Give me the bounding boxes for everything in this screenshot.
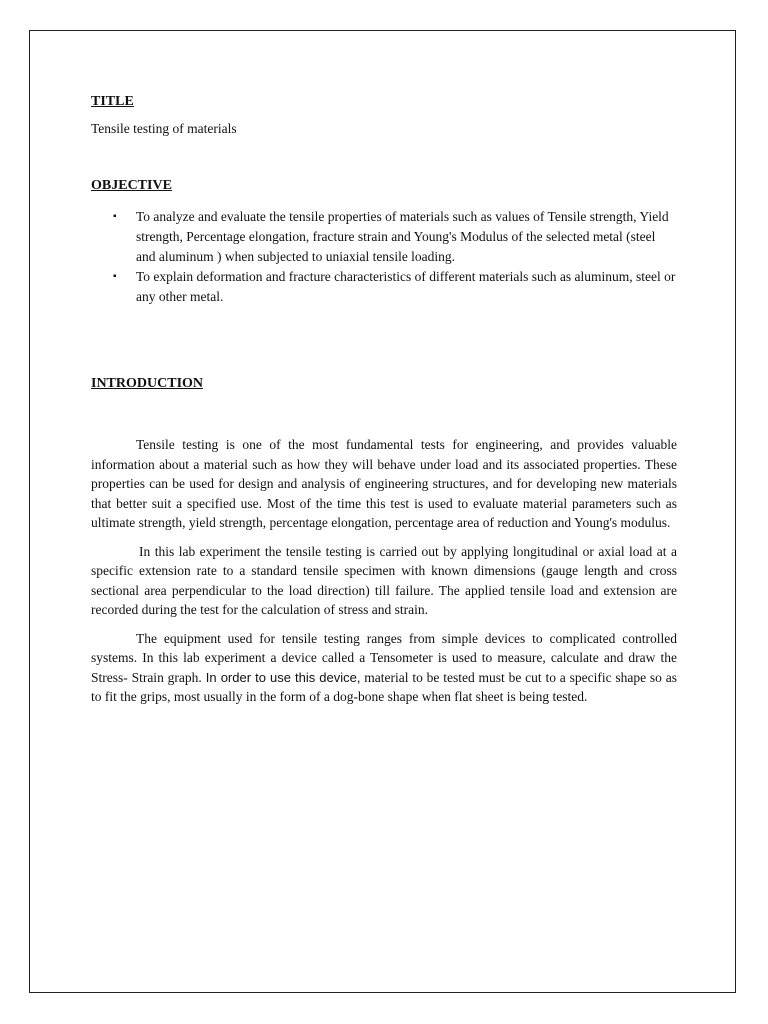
title-heading: TITLE bbox=[91, 94, 134, 109]
document-body bbox=[91, 93, 677, 707]
objective-list bbox=[91, 207, 677, 307]
title-text: Tensile testing of materials bbox=[91, 121, 237, 136]
objective-item bbox=[91, 207, 677, 267]
square-bullet-icon: ▪ bbox=[113, 211, 117, 222]
introduction-paragraph-3 bbox=[91, 629, 677, 707]
objective-heading: OBJECTIVE bbox=[91, 178, 172, 193]
paragraph-3-part-1: The equipment used for tensile testing ranges from simple devices to complicated controlled systems. In this lab experiment a device called a Tensometer is used to measure, calculate and draw the Stress- Strain graph. bbox=[91, 630, 677, 685]
introduction-paragraph-2: In this lab experiment the tensile testing is carried out by applying longitudinal or axial load at a specific extension rate to a standard tensile specimen with known dimensions (gauge length and cross sectional area perpendicular to the load direction) till failure. The applied tensile load and extension are recorded during the test for the calculation of stress and strain. bbox=[91, 543, 677, 617]
objective-item bbox=[91, 267, 677, 307]
square-bullet-icon: ▪ bbox=[113, 271, 117, 282]
paragraph-3-part-3: material to be tested must be cut to a specific shape so as to fit the grips, most usually in the form of a dog-bone shape when flat sheet is being tested. bbox=[91, 669, 677, 704]
objective-item-text: To analyze and evaluate the tensile properties of materials such as values of Tensile strength, Yield strength, Percentage elongation, fracture strain and Young's Modulus of the selected metal (steel and aluminum ) when subjected to uniaxial tensile loading. bbox=[136, 209, 669, 264]
paragraph-3-part-2: In order to use this device, bbox=[201, 669, 361, 685]
objective-item-text: To explain deformation and fracture characteristics of different materials such as aluminum, steel or any other metal. bbox=[136, 269, 676, 304]
introduction-paragraph-1: Tensile testing is one of the most fundamental tests for engineering, and provides valuable information about a material such as how they will behave under load and its associated properties. These properties can be used for design and analysis of engineering structures, and for developing new materials that better suit a specified use. Most of the time this test is used to evaluate material parameters such as ultimate strength, yield strength, percentage elongation, percentage area of reduction and Young's modulus. bbox=[91, 437, 677, 530]
introduction-heading: INTRODUCTION bbox=[91, 376, 204, 391]
